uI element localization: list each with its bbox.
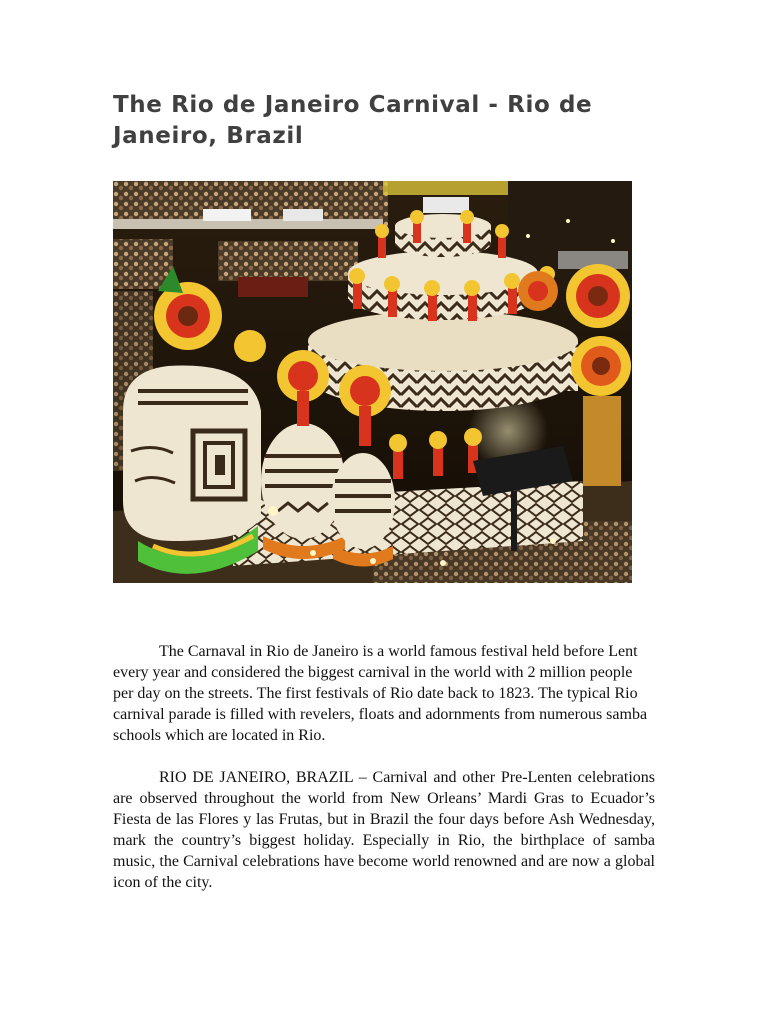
carnival-float-illustration bbox=[113, 181, 632, 583]
page-title: The Rio de Janeiro Carnival - Rio de Janeiro, Brazil bbox=[113, 92, 593, 149]
paragraph-celebrations: RIO DE JANEIRO, BRAZIL – Carnival and other Pre-Lenten celebrations are observed throughout the world from New Orleans’ Mardi Gras to Ecuador’s Fiesta de las Flores y las Frutas, but in Brazil the four days before Ash Wednesday, mark the country’s biggest holiday. Especially in Rio, the birthplace of samba music, the Carnival celebrations have become world renowned and are now a global icon of the city. bbox=[113, 769, 655, 891]
paragraph-intro: The Carnaval in Rio de Janeiro is a world famous festival held before Lent every year and considered the biggest carnival in the world with 2 million people per day on the streets. The first festivals of Rio date back to 1823. The typical Rio carnival parade is filled with revelers, floats and adornments from numerous samba schools which are located in Rio. bbox=[113, 643, 648, 744]
carnival-photo bbox=[113, 181, 632, 583]
